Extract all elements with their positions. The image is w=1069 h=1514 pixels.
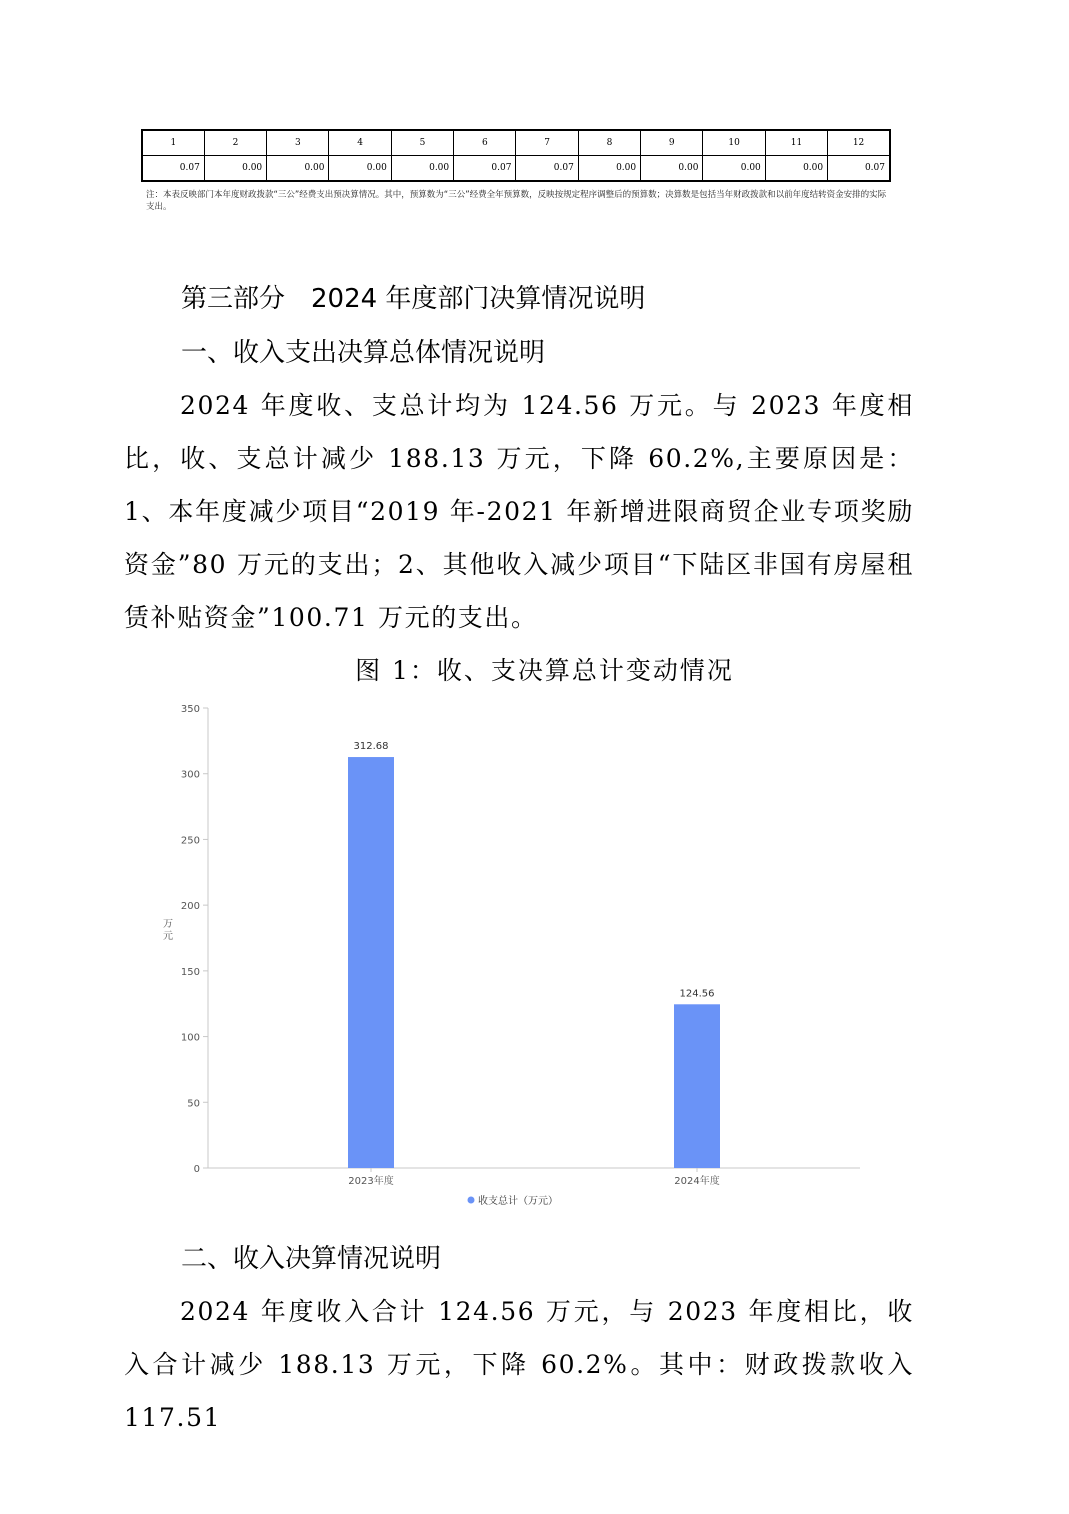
section-1-title: 一、收入支出决算总体情况说明 [181, 338, 546, 368]
y-tick-label: 300 [180, 769, 200, 781]
table-cell: 0.00 [329, 156, 391, 182]
y-tick-label: 50 [187, 1098, 200, 1110]
table-cell: 0.07 [454, 156, 516, 182]
y-tick-label: 150 [180, 966, 200, 978]
table-cell: 0.00 [267, 156, 329, 182]
table-header-cell: 12 [828, 130, 890, 156]
three-public-expenses-table [141, 129, 891, 182]
table-cell: 0.07 [828, 156, 890, 182]
table-row [142, 156, 890, 182]
chart-legend [468, 1194, 559, 1207]
chart-labels [348, 741, 719, 1187]
chart-bar [348, 757, 394, 1168]
table-header-cell: 5 [391, 130, 453, 156]
table-header-row [142, 130, 890, 156]
table-footnote: 注：本表反映部门本年度财政拨款“三公”经费支出预决算情况。其中，预算数为“三公”经费全年预算数，反映按规定程序调整后的预算数；决算数是包括当年财政拨款和以前年度结转资金安排的实际支出。 [146, 190, 887, 212]
chart-axes [163, 704, 860, 1175]
chart-bar [674, 1004, 720, 1168]
income-expense-bar-chart [150, 695, 880, 1225]
y-axis-title: 万 [163, 919, 173, 930]
bar-value-label: 124.56 [679, 988, 715, 1000]
table-header-cell: 9 [641, 130, 703, 156]
table-header-cell: 10 [703, 130, 765, 156]
chart-bars [348, 757, 720, 1168]
section-2-paragraph: 2024 年度收入合计 124.56 万元，与 2023 年度相比，收入合计减少 188.13 万元，下降 60.2%。其中：财政拨款收入 117.51 [124, 1297, 914, 1432]
table-cell: 0.07 [516, 156, 578, 182]
table-cell: 0.00 [578, 156, 640, 182]
bar-value-label: 312.68 [353, 741, 389, 753]
y-tick-label: 200 [180, 901, 200, 913]
table-cell: 0.00 [703, 156, 765, 182]
x-category-label: 2024年度 [674, 1176, 720, 1187]
y-tick-label: 0 [193, 1164, 200, 1175]
y-tick-label: 100 [180, 1032, 200, 1044]
table-header-cell: 3 [267, 130, 329, 156]
table-header-cell: 4 [329, 130, 391, 156]
table-header-cell: 1 [142, 130, 204, 156]
y-axis-title: 元 [163, 931, 173, 942]
table-cell: 0.00 [391, 156, 453, 182]
figure-title: 图 1：收、支决算总计变动情况 [355, 656, 734, 685]
table-header-cell: 8 [578, 130, 640, 156]
section-2-title: 二、收入决算情况说明 [181, 1244, 442, 1274]
x-category-label: 2023年度 [348, 1176, 394, 1187]
expense-table-container [141, 129, 891, 182]
table-cell: 0.00 [204, 156, 266, 182]
table-cell: 0.07 [142, 156, 204, 182]
table-cell: 0.00 [765, 156, 827, 182]
section-1-paragraph: 2024 年度收、支总计均为 124.56 万元。与 2023 年度相比，收、支总计减少 188.13 万元，下降 60.2%,主要原因是：1、本年度减少项目“2019 年-2021 年新增进限商贸企业专项奖励资金”80 万元的支出；2、其他收入减少项目“下陆区非国有房屋租赁补贴资金”100.71 万元的支出。 [124, 391, 914, 632]
table-header-cell: 7 [516, 130, 578, 156]
table-cell: 0.00 [641, 156, 703, 182]
y-tick-label: 250 [180, 835, 200, 847]
part-title: 第三部分 2024 年度部门决算情况说明 [181, 284, 646, 314]
legend-label: 收支总计（万元） [478, 1196, 558, 1207]
table-header-cell: 6 [454, 130, 516, 156]
y-tick-label: 350 [180, 704, 200, 715]
legend-marker [468, 1197, 475, 1204]
table-header-cell: 11 [765, 130, 827, 156]
table-header-cell: 2 [204, 130, 266, 156]
